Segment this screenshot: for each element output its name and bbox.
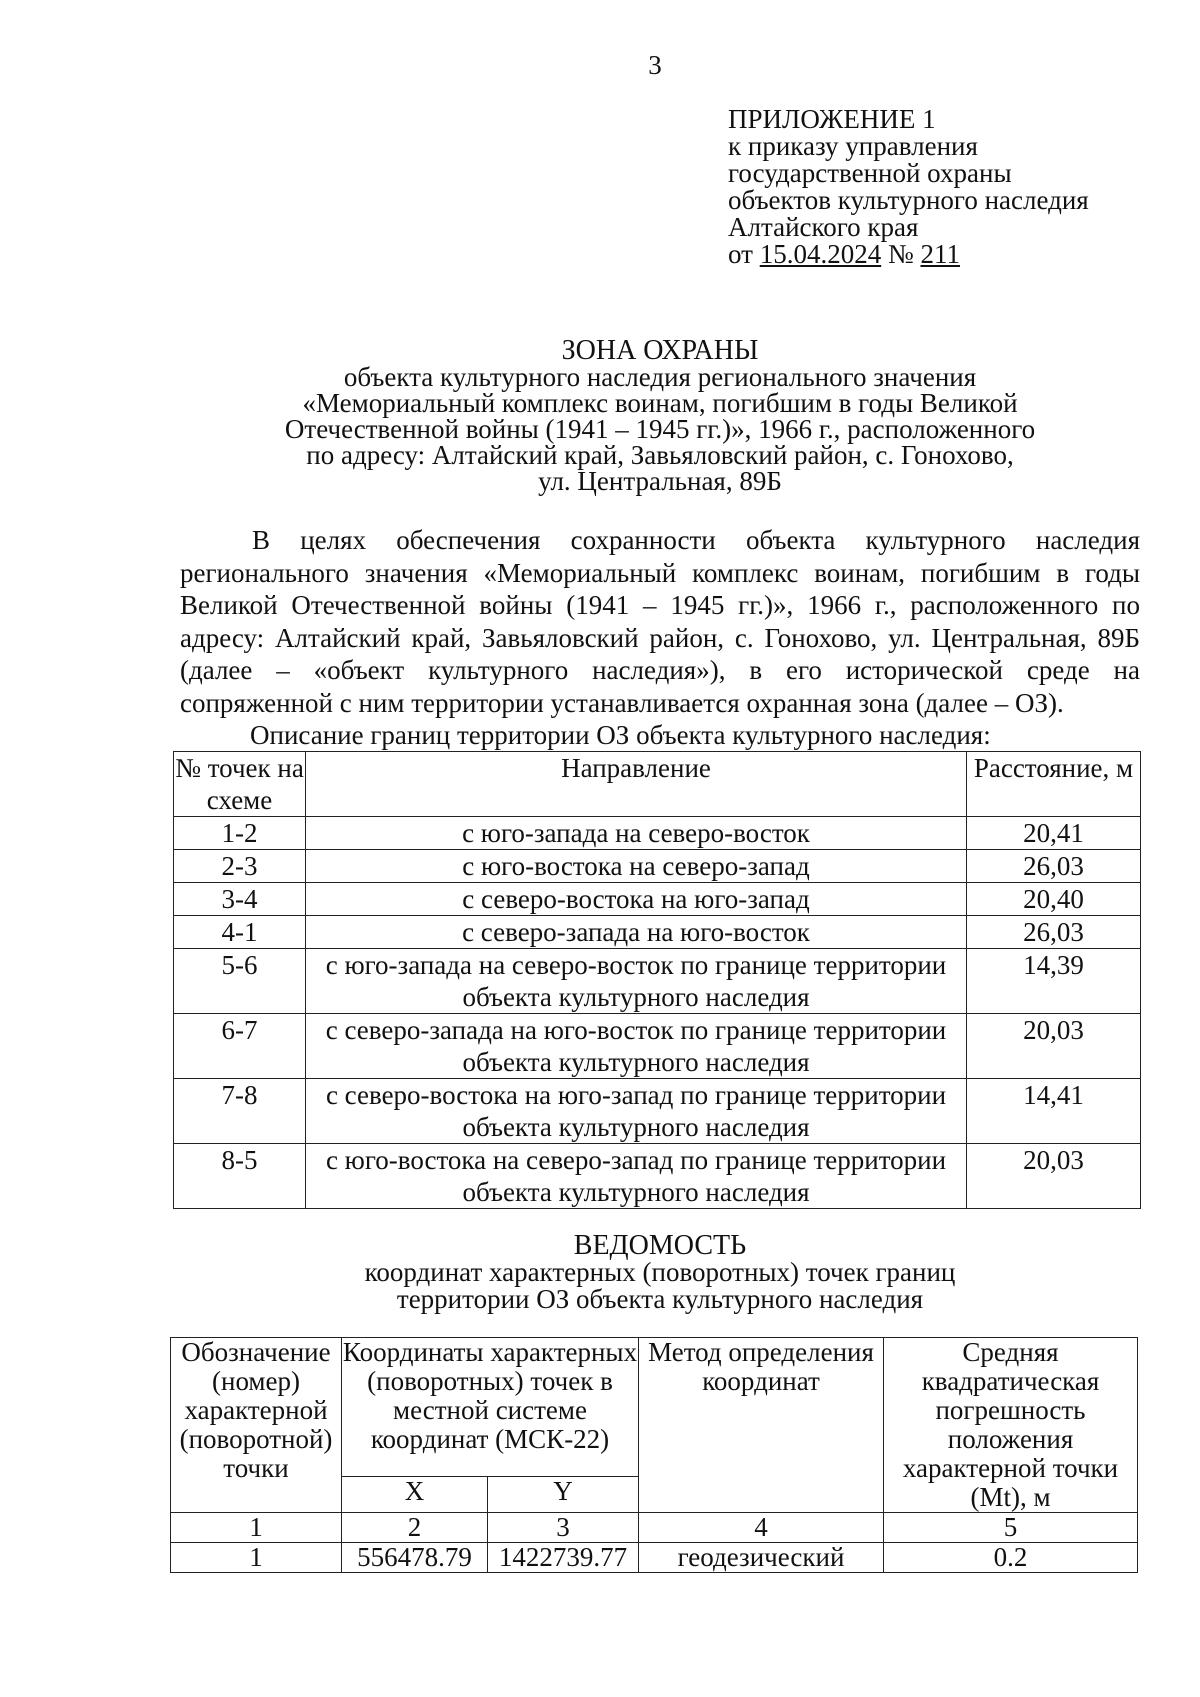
cell-points: 5-6 <box>174 949 306 1014</box>
header-coordinates: Координаты характерных (поворотных) точек в местной системе координат (МСК-22) <box>342 1338 639 1477</box>
cell-points: 2-3 <box>174 850 306 883</box>
cell-direction: с юго-запада на северо-восток <box>306 817 967 850</box>
appendix-date-line <box>728 241 1089 268</box>
date-prefix: от <box>728 239 760 269</box>
cell-points: 3-4 <box>174 883 306 916</box>
vedomost-line: координат характерных (поворотных) точек границ <box>364 1257 956 1287</box>
coordinates-table <box>170 1337 1138 1573</box>
number-prefix: № <box>881 239 921 269</box>
table-row <box>174 850 1141 883</box>
table-row <box>171 1543 1138 1573</box>
cell-distance: 14,41 <box>967 1079 1141 1144</box>
cell-distance: 20,40 <box>967 883 1141 916</box>
table-row <box>174 1014 1141 1079</box>
cell-distance: 20,41 <box>967 817 1141 850</box>
header-y: Y <box>488 1477 639 1513</box>
cell-direction: с северо-востока на юго-запад по границе территории объекта культурного наследия <box>306 1079 967 1144</box>
cell-points: 1-2 <box>174 817 306 850</box>
zone-line: ул. Центральная, 89Б <box>538 466 782 496</box>
cell-error: 0.2 <box>884 1543 1138 1573</box>
table-row <box>174 1144 1141 1209</box>
cell-y: 1422739.77 <box>488 1543 639 1573</box>
col-number: 3 <box>488 1513 639 1543</box>
table-row <box>174 817 1141 850</box>
cell-distance: 20,03 <box>967 1144 1141 1209</box>
cell-points: 7-8 <box>174 1079 306 1144</box>
order-date: 15.04.2024 <box>759 239 882 269</box>
table-row <box>174 916 1141 949</box>
header-error: Средняя квадратическая погрешность положения характерной точки (Mt), м <box>884 1338 1138 1513</box>
cell-direction: с северо-запада на юго-восток по границе территории объекта культурного наследия <box>306 1014 967 1079</box>
col-number: 5 <box>884 1513 1138 1543</box>
vedomost-line: территории ОЗ объекта культурного наследия <box>396 1284 924 1314</box>
appendix-block <box>728 106 1089 268</box>
col-number: 4 <box>639 1513 884 1543</box>
cell-direction: с юго-востока на северо-запад <box>306 850 967 883</box>
appendix-title: ПРИЛОЖЕНИЕ 1 <box>728 104 936 134</box>
table-header-row <box>174 752 1141 817</box>
zone-line: «Мемориальный комплекс воинам, погибшим в годы Великой <box>302 388 1018 418</box>
header-points: № точек на схеме <box>175 753 304 815</box>
cell-distance: 20,03 <box>967 1014 1141 1079</box>
zone-line: объекта культурного наследия регионального значения <box>343 362 977 392</box>
cell-designation: 1 <box>171 1543 342 1573</box>
table-row <box>174 883 1141 916</box>
header-x: X <box>342 1477 488 1513</box>
col-number: 1 <box>171 1513 342 1543</box>
header-direction: Направление <box>306 752 967 817</box>
cell-distance: 14,39 <box>967 949 1141 1014</box>
cell-x: 556478.79 <box>342 1543 488 1573</box>
header-designation: Обозначение (номер) характерной (поворотной) точки <box>171 1338 342 1513</box>
zone-line: по адресу: Алтайский край, Завьяловский район, с. Гонохово, <box>306 440 1014 470</box>
page-number: 3 <box>648 50 662 80</box>
order-number: 211 <box>920 239 960 269</box>
boundary-table <box>173 751 1141 1209</box>
table-row <box>174 1079 1141 1144</box>
cell-distance: 26,03 <box>967 850 1141 883</box>
cell-direction: с юго-запада на северо-восток по границе территории объекта культурного наследия <box>306 949 967 1014</box>
intro-text: В целях обеспечения сохранности объекта культурного наследия регионального значения «Мемориальный комплекс воинам, погибшим в годы Великой Отечественной войны (1941 – 1945 гг.)», 1966 г., расположенного по адресу: Алтайский край, Завьяловский район, с. Гонохово, ул. Центральная, 89Б (далее – «объект культурного наследия»), в его исторической среде на сопряженной с ним территории устанавливается охранная зона (далее – ОЗ). <box>180 525 1140 718</box>
header-method: Метод определения координат <box>639 1338 884 1513</box>
appendix-line: Алтайского края <box>728 212 919 242</box>
cell-points: 8-5 <box>174 1144 306 1209</box>
zone-title: ЗОНА ОХРАНЫ <box>561 335 759 366</box>
intro-paragraph <box>180 524 1140 719</box>
header-distance: Расстояние, м <box>967 752 1141 817</box>
cell-points: 4-1 <box>174 916 306 949</box>
cell-method: геодезический <box>639 1543 884 1573</box>
table-row <box>174 949 1141 1014</box>
cell-direction: с северо-запада на юго-восток <box>306 916 967 949</box>
appendix-line: государственной охраны <box>728 158 1012 188</box>
appendix-line: объектов культурного наследия <box>728 185 1089 215</box>
table-header-row <box>171 1338 1138 1477</box>
vedomost-heading <box>160 1232 1160 1313</box>
cell-direction: с северо-востока на юго-запад <box>306 883 967 916</box>
cell-direction: с юго-востока на северо-запад по границе территории объекта культурного наследия <box>306 1144 967 1209</box>
vedomost-title: ВЕДОМОСТЬ <box>573 1230 747 1261</box>
appendix-line: к приказу управления <box>728 131 978 161</box>
table1-caption: Описание границ территории ОЗ объекта культурного наследия: <box>250 720 991 750</box>
zone-line: Отечественной войны (1941 – 1945 гг.)», 1966 г., расположенного <box>284 414 1036 444</box>
cell-points: 6-7 <box>174 1014 306 1079</box>
cell-distance: 26,03 <box>967 916 1141 949</box>
column-number-row <box>171 1513 1138 1543</box>
zone-heading <box>160 335 1160 496</box>
col-number: 2 <box>342 1513 488 1543</box>
